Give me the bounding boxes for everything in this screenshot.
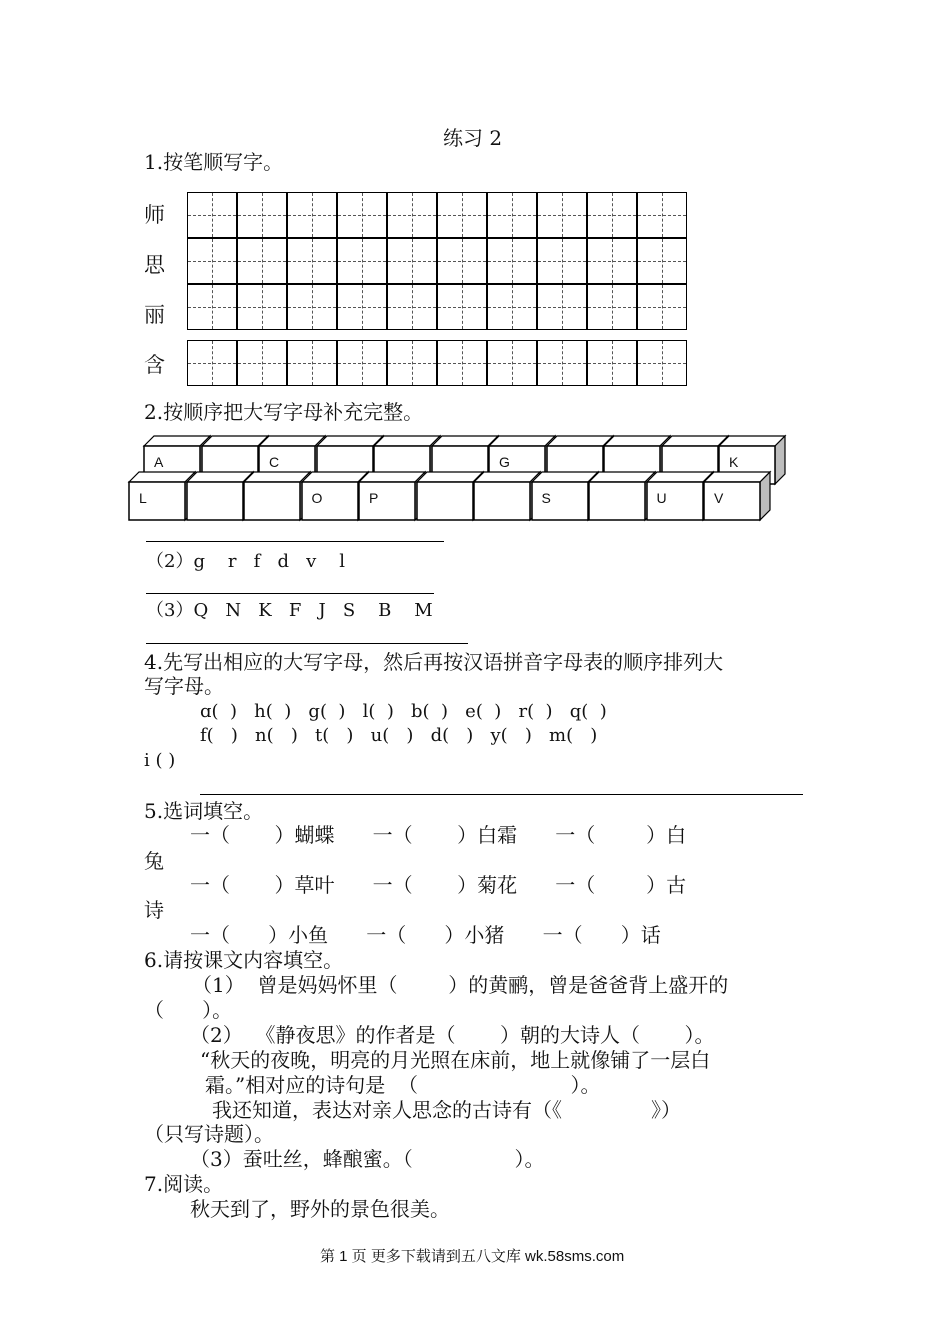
q1-heading: 1.按笔顺写字。	[144, 150, 284, 174]
letter-cube[interactable]	[259, 436, 315, 474]
q7-heading: 7.阅读。	[144, 1172, 224, 1196]
writing-cell[interactable]	[437, 284, 487, 330]
writing-cell[interactable]	[387, 238, 437, 284]
letter-cube[interactable]	[432, 436, 488, 474]
writing-cell[interactable]	[537, 192, 587, 238]
writing-cell[interactable]	[487, 192, 537, 238]
letter-cube[interactable]	[704, 472, 760, 510]
letter-cube[interactable]	[417, 472, 473, 510]
writing-cell[interactable]	[287, 238, 337, 284]
letter-cube[interactable]	[604, 436, 660, 474]
writing-cell[interactable]	[187, 284, 237, 330]
writing-cell[interactable]	[337, 192, 387, 238]
q5-row-2-wrap: 诗	[144, 898, 164, 922]
q6-part-2-poem: 霜。”相对应的诗句是 （ ）。	[205, 1073, 601, 1097]
answer-line[interactable]	[200, 794, 803, 795]
q5-heading: 5.选词填空。	[144, 799, 264, 823]
answer-line[interactable]	[146, 643, 468, 644]
letter-cube[interactable]	[647, 472, 703, 510]
cube-letter: K	[729, 454, 739, 470]
cube-letter: G	[499, 454, 510, 470]
writing-cell[interactable]	[587, 284, 637, 330]
writing-cell[interactable]	[487, 284, 537, 330]
writing-cell[interactable]	[337, 284, 387, 330]
letter-cube[interactable]	[302, 472, 358, 510]
q5-row-3: 一（ ）小鱼 一（ ）小猪 一（ ）话	[190, 923, 661, 947]
q1-char-1: 师	[144, 203, 165, 227]
q2-sub2: （2）g r f d v l	[146, 551, 345, 572]
writing-cell[interactable]	[337, 238, 387, 284]
letter-cube[interactable]	[202, 436, 258, 474]
writing-cell[interactable]	[387, 192, 437, 238]
letter-cube[interactable]	[187, 472, 243, 510]
q1-char-2: 思	[144, 253, 165, 277]
page-footer: 第 1 页 更多下载请到五八文库 wk.58sms.com	[320, 1248, 625, 1265]
cube-letter: L	[139, 490, 147, 506]
letter-cube[interactable]	[244, 472, 300, 510]
q6-part-1-wrap: （ ）。	[144, 998, 233, 1022]
letter-cube[interactable]	[374, 436, 430, 474]
q1-char-3: 丽	[144, 303, 165, 327]
writing-cell[interactable]	[287, 192, 337, 238]
letter-cube[interactable]	[719, 436, 775, 474]
writing-cell[interactable]	[437, 192, 487, 238]
letter-cube[interactable]	[489, 436, 545, 474]
writing-cell[interactable]	[187, 238, 237, 284]
writing-grid-row[interactable]	[187, 192, 694, 238]
writing-cell[interactable]	[237, 238, 287, 284]
q5-row-1-wrap: 兔	[144, 849, 164, 873]
cube-letter: O	[311, 490, 323, 506]
q4-heading-2: 写字母。	[144, 674, 224, 698]
q6-part-1: （1） 曾是妈妈怀里（ ）的黄鹂，曾是爸爸背上盛开的	[192, 973, 729, 997]
q6-part-2-know: 我还知道，表达对亲人思念的古诗有（《 》）	[212, 1098, 682, 1122]
cube-letter: U	[656, 490, 667, 506]
q5-row-1: 一（ ）蝴蝶 一（ ）白霜 一（ ）白	[190, 823, 687, 847]
writing-cell[interactable]	[237, 192, 287, 238]
q4-line-3: i ( )	[144, 750, 176, 771]
answer-line[interactable]	[146, 593, 434, 594]
writing-cell[interactable]	[587, 340, 637, 386]
writing-cell[interactable]	[337, 340, 387, 386]
writing-cell[interactable]	[387, 284, 437, 330]
letter-cube[interactable]	[129, 472, 185, 510]
letter-cube[interactable]	[547, 436, 603, 474]
q6-part-2: （2） 《静夜思》的作者是（ ）朝的大诗人（ ）。	[190, 1023, 715, 1047]
letter-cube[interactable]	[317, 436, 373, 474]
writing-grid-row[interactable]	[187, 284, 694, 330]
writing-cell[interactable]	[637, 238, 687, 284]
q6-heading: 6.请按课文内容填空。	[144, 948, 344, 972]
writing-cell[interactable]	[637, 192, 687, 238]
writing-cell[interactable]	[487, 238, 537, 284]
writing-cell[interactable]	[587, 192, 637, 238]
writing-cell[interactable]	[187, 340, 237, 386]
writing-cell[interactable]	[287, 340, 337, 386]
writing-cell[interactable]	[537, 284, 587, 330]
writing-cell[interactable]	[287, 284, 337, 330]
letter-cube[interactable]	[144, 436, 200, 474]
q5-row-2: 一（ ）草叶 一（ ）菊花 一（ ）古	[190, 873, 687, 897]
writing-cell[interactable]	[187, 192, 237, 238]
q4-line-2: f( ) n( ) t( ) u( ) d( ) y( ) m( )	[200, 725, 598, 746]
writing-grid-row[interactable]	[187, 340, 694, 386]
writing-cell[interactable]	[437, 238, 487, 284]
cube-letter: C	[269, 454, 280, 470]
cube-letter: P	[369, 490, 379, 506]
writing-cell[interactable]	[237, 284, 287, 330]
writing-cell[interactable]	[637, 284, 687, 330]
letter-cube[interactable]	[662, 436, 718, 474]
q7-text: 秋天到了，野外的景色很美。	[190, 1197, 450, 1221]
cube-letter: V	[714, 490, 724, 506]
letter-cube[interactable]	[474, 472, 530, 510]
q4-line-1: ɑ( ) h( ) g( ) l( ) b( ) e( ) r( ) q( )	[200, 701, 607, 722]
writing-cell[interactable]	[537, 238, 587, 284]
q2-heading: 2.按顺序把大写字母补充完整。	[144, 400, 424, 424]
writing-cell[interactable]	[587, 238, 637, 284]
q6-part-2-note: （只写诗题）。	[144, 1122, 274, 1146]
letter-cube[interactable]	[589, 472, 645, 510]
cube-letter: A	[154, 454, 164, 470]
writing-cell[interactable]	[387, 340, 437, 386]
writing-grid-row[interactable]	[187, 238, 694, 284]
page-title: 练习 2	[443, 126, 503, 150]
writing-cell[interactable]	[437, 340, 487, 386]
writing-cell[interactable]	[237, 340, 287, 386]
q2-sub3: （3）Q N K F J S B M	[146, 600, 433, 621]
writing-cell[interactable]	[637, 340, 687, 386]
letter-cube[interactable]	[359, 472, 415, 510]
q4-heading: 4.先写出相应的大写字母，然后再按汉语拼音字母表的顺序排列大	[144, 650, 724, 674]
q6-part-3: （3）蚕吐丝，蜂酿蜜。（ ）。	[190, 1147, 545, 1171]
cube-letter: S	[541, 490, 551, 506]
q6-part-2-quote: “秋天的夜晚，明亮的月光照在床前，地上就像铺了一层白	[200, 1048, 711, 1072]
q1-char-4: 含	[144, 353, 165, 377]
writing-cell[interactable]	[537, 340, 587, 386]
letter-cube[interactable]	[532, 472, 588, 510]
answer-line[interactable]	[146, 541, 444, 542]
writing-cell[interactable]	[487, 340, 537, 386]
